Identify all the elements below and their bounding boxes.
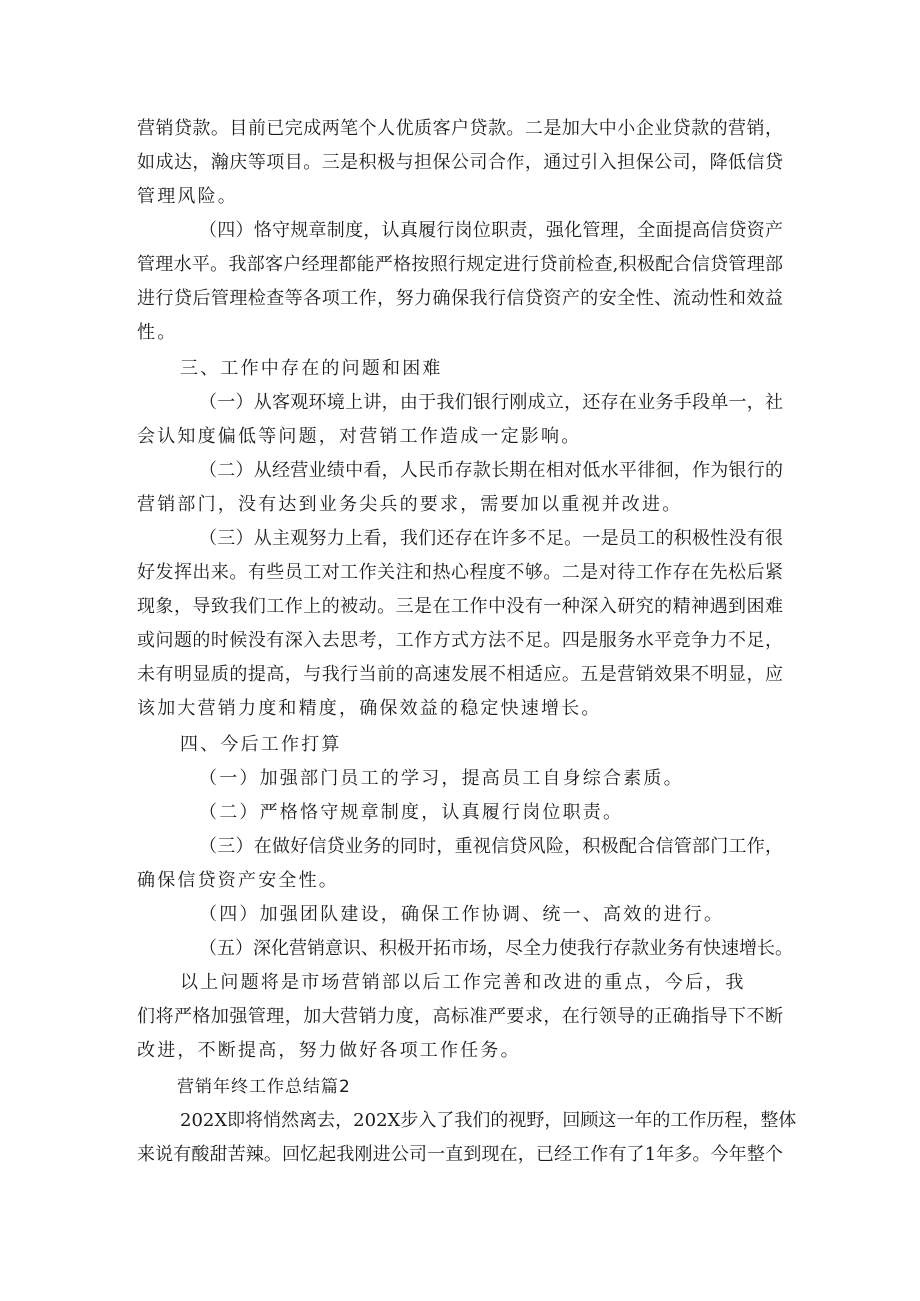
- paragraph-first-line: 以上问题将是市场营销部以后工作完善和改进的重点，今后，我: [180, 972, 746, 993]
- list-item: （五）深化营销意识、积极开拓市场，尽全力使我行存款业务有快速增长。: [199, 938, 793, 959]
- text-line: 如成达，瀚庆等项目。三是积极与担保公司合作，通过引入担保公司，降低信贷: [137, 152, 783, 173]
- list-item: （三）在做好信贷业务的同时，重视信贷风险，积极配合信管部门工作，: [199, 836, 783, 857]
- list-item: （四）加强团队建设，确保工作协调、统一、高效的进行。: [199, 904, 725, 925]
- paragraph-first-line: （二）从经营业绩中看，人民币存款长期在相对低水平徘徊，作为银行的: [199, 460, 783, 481]
- paragraph-first-line: （一）从客观环境上讲，由于我们银行刚成立，还存在业务手段单一，社: [199, 392, 783, 413]
- list-item: （一）加强部门员工的学习，提高员工自身综合素质。: [199, 768, 684, 789]
- text-line: 或问题的时候没有深入去思考，工作方式方法不足。四是服务水平竞争力不足，: [137, 630, 783, 651]
- section-title: 营销年终工作总结篇2: [177, 1077, 351, 1097]
- section-heading: 四、今后工作打算: [180, 734, 342, 755]
- text-line: 营销部门，没有达到业务尖兵的要求，需要加以重视并改进。: [137, 494, 683, 515]
- text-line: 管理水平。我部客户经理都能严格按照行规定进行贷前检查,积极配合信贷管理部: [137, 254, 783, 275]
- text-line: 进行贷后管理检查等各项工作，努力确保我行信贷资产的安全性、流动性和效益: [137, 288, 783, 309]
- paragraph-first-line: （四）恪守规章制度，认真履行岗位职责，强化管理，全面提高信贷资产: [199, 220, 783, 241]
- text-line: 营销贷款。目前已完成两笔个人优质客户贷款。二是加大中小企业贷款的营销，: [137, 118, 783, 139]
- text-line: 管理风险。: [137, 186, 238, 207]
- paragraph-first-line: 202X即将悄然离去，202X步入了我们的视野，回顾这一年的工作历程，整体: [180, 1110, 797, 1131]
- text-line: 好发挥出来。有些员工对工作关注和热心程度不够。二是对待工作存在先松后紧: [137, 562, 783, 583]
- paragraph-first-line: （三）从主观努力上看，我们还存在许多不足。一是员工的积极性没有很: [199, 528, 783, 549]
- text-line: 来说有酸甜苦辣。回忆起我刚进公司一直到现在，已经工作有了1年多。今年整个: [137, 1144, 783, 1165]
- text-line: 们将严格加强管理，加大营销力度，高标准严要求，在行领导的正确指导下不断: [137, 1006, 783, 1027]
- text-line: 未有明显质的提高，与我行当前的高速发展不相适应。五是营销效果不明显，应: [137, 664, 783, 685]
- text-line: 性。: [137, 322, 178, 343]
- text-line: 改进，不断提高，努力做好各项工作任务。: [137, 1040, 521, 1061]
- list-item: （二）严格恪守规章制度，认真履行岗位职责。: [199, 802, 624, 823]
- text-line: 确保信贷资产安全性。: [137, 870, 339, 891]
- section-heading: 三、工作中存在的问题和困难: [180, 358, 443, 379]
- text-line: 现象，导致我们工作上的被动。三是在工作中没有一种深入研究的精神遇到困难: [137, 596, 783, 617]
- text-line: 会认知度偏低等问题，对营销工作造成一定影响。: [137, 426, 582, 447]
- text-line: 该加大营销力度和精度，确保效益的稳定快速增长。: [137, 698, 602, 719]
